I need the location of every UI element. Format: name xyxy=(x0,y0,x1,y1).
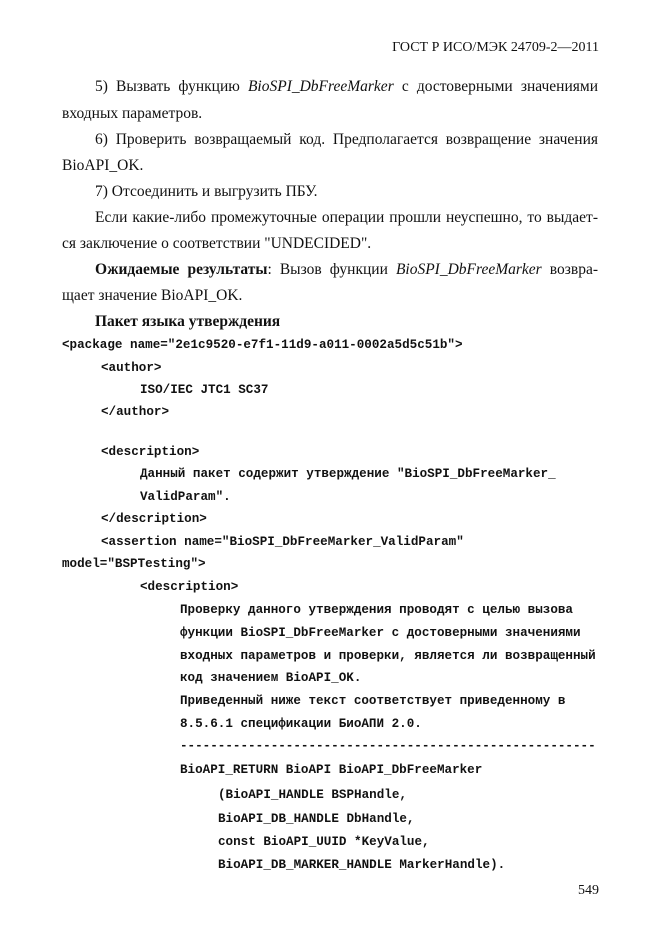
code-line: <assertion name="BioSPI_DbFreeMarker_ValidParam" xyxy=(101,535,464,549)
function-name: BioSPI_DbFreeMarker xyxy=(247,78,394,95)
expected-results-line-2: щает значение BioAPI_OK. xyxy=(62,287,243,304)
failure-line-2: ся заключение о соответствии "UNDECIDED". xyxy=(62,235,372,252)
code-line: <description> xyxy=(101,445,200,459)
code-line: входных параметров и проверки, является ли возвращенный xyxy=(180,649,596,663)
code-line: <description> xyxy=(140,580,239,594)
code-line: функции BioSPI_DbFreeMarker с достоверными значениями xyxy=(180,626,581,640)
code-line: <author> xyxy=(101,361,162,375)
step-5-line-1: 5) Вызвать функцию BioSPI_DbFreeMarker с достоверными значениями xyxy=(95,78,599,95)
document-header: ГОСТ Р ИСО/МЭК 24709-2—2011 xyxy=(392,40,599,55)
code-line: Данный пакет содержит утверждение "BioSPI_DbFreeMarker_ xyxy=(140,467,556,481)
code-line: код значением BioAPI_OK. xyxy=(180,671,362,685)
code-line: Проверку данного утверждения проводят с целью вызова xyxy=(180,603,573,617)
expected-results-line-1: Ожидаемые результаты: Вызов функции BioSPI_DbFreeMarker возвра- xyxy=(95,261,598,278)
page-number: 549 xyxy=(578,883,599,898)
step-5-line-2: входных параметров. xyxy=(62,105,203,122)
code-line: 8.5.6.1 спецификации БиоАПИ 2.0. xyxy=(180,717,422,731)
code-line: Приведенный ниже текст соответствует приведенному в xyxy=(180,694,566,708)
code-line: model="BSPTesting"> xyxy=(62,557,206,571)
code-line: BioAPI_RETURN BioAPI BioAPI_DbFreeMarker xyxy=(180,763,483,777)
code-line: </description> xyxy=(101,512,207,526)
step-6-line-1: 6) Проверить возвращаемый код. Предполагается возвращение значения xyxy=(95,131,598,148)
step-7: 7) Отсоединить и выгрузить ПБУ. xyxy=(95,183,318,200)
function-name: BioSPI_DbFreeMarker xyxy=(395,261,542,278)
package-heading: Пакет языка утверждения xyxy=(95,313,281,330)
code-line: const BioAPI_UUID *KeyValue, xyxy=(218,835,430,849)
code-separator: ------------------------------------------------------- xyxy=(180,739,596,753)
code-line: ValidParam". xyxy=(140,490,231,504)
code-line: BioAPI_DB_HANDLE DbHandle, xyxy=(218,812,415,826)
expected-results-label: Ожидаемые результаты xyxy=(95,261,268,278)
code-line: (BioAPI_HANDLE BSPHandle, xyxy=(218,788,407,802)
code-line: </author> xyxy=(101,405,170,419)
failure-line-1: Если какие-либо промежуточные операции прошли неуспешно, то выдает- xyxy=(95,209,598,226)
step-6-line-2: BioAPI_OK. xyxy=(62,157,144,174)
code-line: <package name="2e1c9520-e7f1-11d9-a011-0002a5d5c51b"> xyxy=(62,338,463,352)
code-line: ISO/IEC JTC1 SC37 xyxy=(140,383,269,397)
code-line: BioAPI_DB_MARKER_HANDLE MarkerHandle). xyxy=(218,858,506,872)
